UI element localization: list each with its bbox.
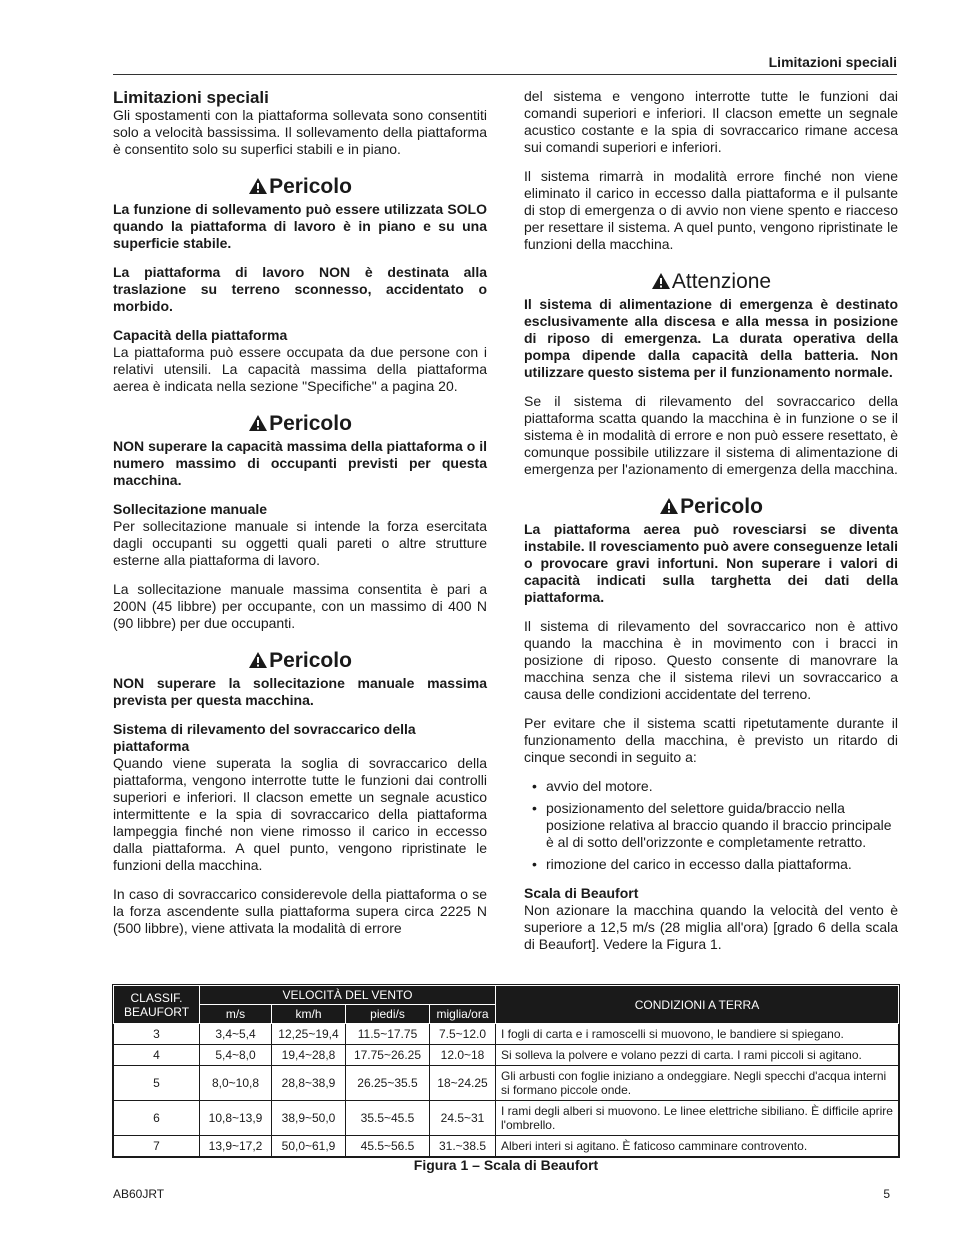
warning-icon	[651, 272, 671, 290]
body-text: Quando viene superata la soglia di sovraccarico della piattaforma, vengono interrotte tutte le funzioni dai controlli superiori e inferiori. Il clacson emette un segnale acustico intermittente e la spia di sovraccarico della piattaforma lampeggia finché non viene rimosso il carico in eccesso dalla piattaforma. A quel punto, vengono ripristinate le funzioni della macchina.	[113, 755, 487, 873]
subsection-title: Sollecitazione manuale	[113, 501, 268, 517]
section-title: Limitazioni speciali	[113, 88, 269, 107]
figure-caption: Figura 1 – Scala di Beaufort	[413, 1157, 599, 1173]
left-column	[113, 88, 487, 949]
body-text: La piattaforma può essere occupata da due persone con i relativi utensili. La capacità massima della piattaforma aerea è indicata nella sezione "Specifiche" a pagina 20.	[113, 344, 487, 394]
right-column	[524, 88, 898, 965]
col-header-ms: m/s	[200, 1005, 272, 1024]
table-row: 4 5,4~8,0 19,4~28,8 17.75~26.25 12.0~18 Si solleva la polvere e volano pezzi di carta. I rami piccoli si agitano.	[114, 1045, 899, 1066]
body-text: Il sistema di rilevamento del sovraccarico non è attivo quando la macchina è in movimento con i bracci in posizione di riposo. Questo consente di manovrare la macchina senza che il sistema rilevi un sovraccarico a causa delle condizioni accidentate del terreno.	[524, 618, 898, 702]
warning-text: La funzione di sollevamento può essere utilizzata SOLO quando la piattaforma di lavoro è in piano e su una superficie stabile.	[113, 201, 487, 251]
table-row: 6 10,8~13,9 38,9~50,0 35.5~45.5 24.5~31 I rami degli alberi si muovono. Le linee elettriche sibiliano. È difficile aprire l'ombrello.	[114, 1101, 899, 1136]
warning-text: La piattaforma aerea può rovesciarsi se diventa instabile. Il rovesciamento può avere conseguenze letali o provocare gravi infortuni. Non superare i valori di capacità indicati sulla targhetta dei dati della piattaforma.	[524, 521, 898, 605]
body-text: Non azionare la macchina quando la velocità del vento è superiore a 12,5 m/s (28 miglia all'ora) [grado 6 della scala di Beaufort]. Vedere la Figura 1.	[524, 902, 898, 952]
col-header-kmh: km/h	[272, 1005, 346, 1024]
caution-heading: Attenzione	[524, 271, 898, 293]
warning-text: La piattaforma di lavoro NON è destinata alla traslazione su terreno sconnesso, accidentato o morbido.	[113, 264, 487, 314]
body-text: del sistema e vengono interrotte tutte le funzioni dai comandi superiori e inferiori. Il clacson emette un segnale acustico costante e la spia di sovraccarico rimane accesa sui comandi superiori e inferiori.	[524, 88, 898, 155]
table-row: 3 3,4~5,4 12,25~19,4 11.5~17.75 7.5~12.0 I fogli di carta e i ramoscelli si muovono, le bandiere si spiegano.	[114, 1024, 899, 1045]
body-text: Per sollecitazione manuale si intende la forza esercitata dagli occupanti su oggetti quali pareti o altre strutture esterne alla piattaforma di lavoro.	[113, 518, 487, 568]
warning-text: NON superare la capacità massima della piattaforma o il numero massimo di occupanti previsti per questa macchina.	[113, 438, 487, 488]
list-item: • rimozione del carico in eccesso dalla piattaforma.	[546, 856, 898, 873]
warning-text: NON superare la sollecitazione manuale massima prevista per questa macchina.	[113, 675, 487, 708]
col-header-fts: piedi/s	[346, 1005, 430, 1024]
warning-icon	[248, 177, 268, 195]
list-item: • posizionamento del selettore guida/braccio nella posizione relativa al braccio quando il braccio principale è al di sotto dell'orizzonte e completamente retratto.	[546, 800, 898, 851]
body-text: Se il sistema di rilevamento del sovraccarico della piattaforma scatta quando la macchina è in funzione o se il sistema è in modalità di errore e non può essere resettato, è comunque possibile utilizzare il sistema di alimentazione di emergenza per l'azionamento di emergenza della macchina.	[524, 393, 898, 477]
body-text: Per evitare che il sistema scatti ripetutamente durante il funzionamento della macchina, è previsto un ritardo di cinque secondi in seguito a:	[524, 715, 898, 765]
subsection-title: Sistema di rilevamento del sovraccarico della piattaforma	[113, 721, 416, 754]
col-header-class: CLASSIF. BEAUFORT	[114, 986, 200, 1024]
subsection-title: Scala di Beaufort	[524, 885, 639, 901]
bullet-list	[524, 778, 898, 873]
body-text: Il sistema rimarrà in modalità errore finché non viene eliminato il carico in eccesso dalla piattaforma e il pulsante di stop di emergenza o di avvio non viene spento e riacceso per resettare il sistema. A quel punto, vengono ripristinate le funzioni della macchina.	[524, 168, 898, 252]
caution-text: Il sistema di alimentazione di emergenza è destinato esclusivamente alla discesa e alla messa in posizione di riposo di emergenza. La durata operativa della pompa dipende dalla capacità della batteria. Non utilizzare questo sistema per il funzionamento normale.	[524, 296, 898, 380]
warning-heading: Pericolo	[113, 176, 487, 198]
page-header	[113, 52, 897, 75]
list-item: • avvio del motore.	[546, 778, 898, 795]
col-header-mph: miglia/ora	[430, 1005, 496, 1024]
body-text: In caso di sovraccarico considerevole della piattaforma o se la forza ascendente sulla piattaforma supera circa 2225 N (500 libbre), viene attivata la modalità di errore	[113, 886, 487, 936]
col-header-conditions: CONDIZIONI A TERRA	[496, 986, 899, 1024]
body-text: La sollecitazione manuale massima consentita è pari a 200N (45 libbre) per occupante, con un massimo di 400 N (90 libbre) per due occupanti.	[113, 581, 487, 631]
footer-page-number: 5	[883, 1187, 890, 1201]
footer-model: AB60JRT	[113, 1187, 165, 1201]
warning-icon	[659, 497, 679, 515]
warning-heading: Pericolo	[113, 650, 487, 672]
subsection-title: Capacità della piattaforma	[113, 327, 288, 343]
beaufort-table	[113, 985, 899, 1157]
table-row: 7 13,9~17,2 50,0~61,9 45.5~56.5 31.~38.5 Alberi interi si agitano. È faticoso camminare controvento.	[114, 1136, 899, 1157]
col-header-speed: VELOCITÀ DEL VENTO	[200, 986, 496, 1005]
warning-heading: Pericolo	[113, 413, 487, 435]
header-title: Limitazioni speciali	[768, 54, 897, 70]
intro-text: Gli spostamenti con la piattaforma sollevata sono consentiti solo a velocità bassissima. Il sollevamento della piattaforma è consentito solo su superfici stabili e in piano.	[113, 107, 487, 157]
warning-icon	[248, 651, 268, 669]
table-row: 5 8,0~10,8 28,8~38,9 26.25~35.5 18~24.25 Gli arbusti con foglie iniziano a ondeggiare. Negli specchi d'acqua interni si formano piccole onde.	[114, 1066, 899, 1101]
warning-heading: Pericolo	[524, 496, 898, 518]
warning-icon	[248, 414, 268, 432]
